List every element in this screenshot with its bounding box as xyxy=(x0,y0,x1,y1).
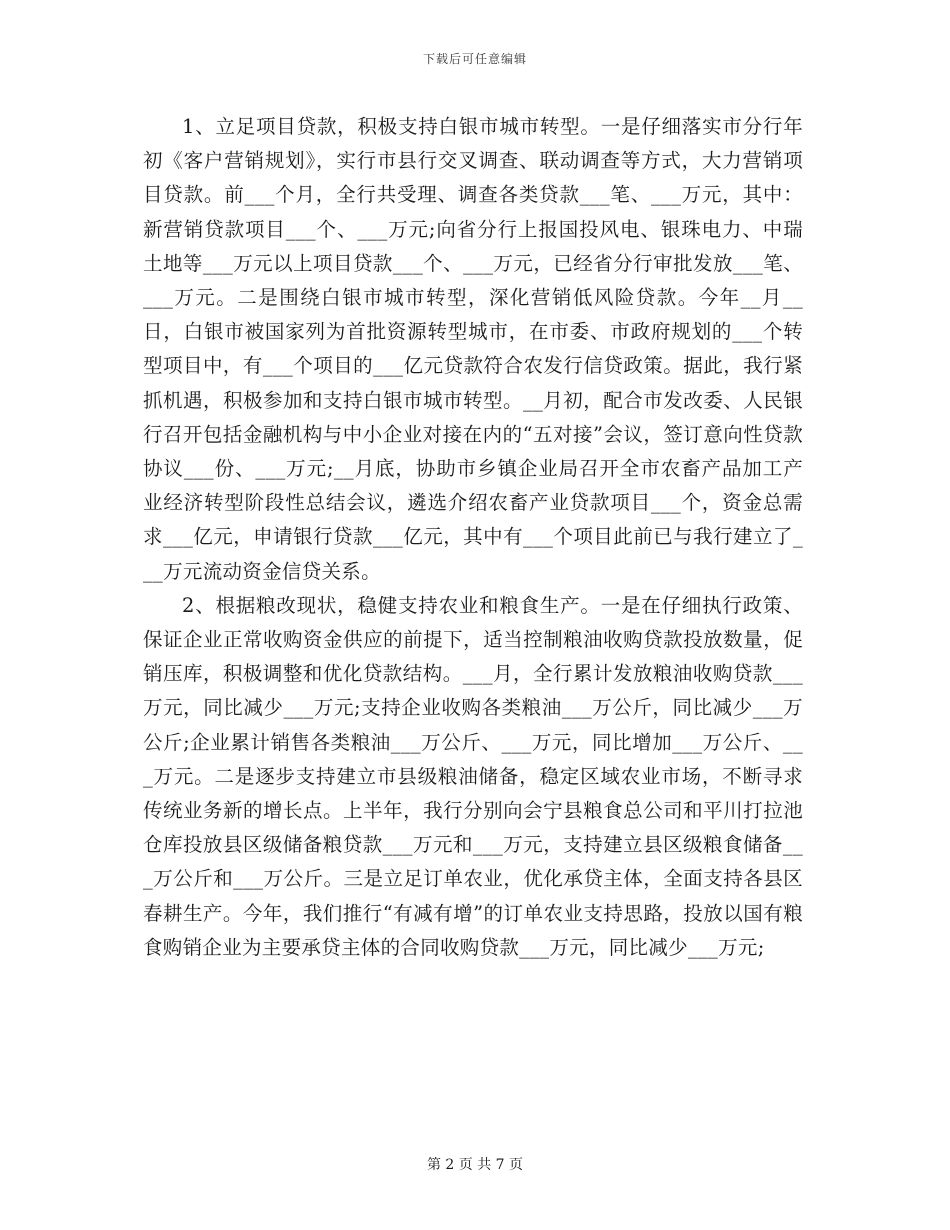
paragraph-1: 1、立足项目贷款，积极支持白银市城市转型。一是仔细落实市分行年初《客户营销规划》，实行市县行交叉调查、联动调查等方式，大力营销项目贷款。前___个月，全行共受理、调查各类贷款___笔、___万元，其中：新营销贷款项目___个、___万元;向省分行上报国投风电、银珠电力、中瑞土地等___万元以上项目贷款___个、___万元，已经省分行审批发放___笔、___万元。二是围绕白银市城市转型，深化营销低风险贷款。今年__月__日，白银市被国家列为首批资源转型城市，在市委、市政府规划的___个转型项目中，有___个项目的___亿元贷款符合农发行信贷政策。据此，我行紧抓机遇，积极参加和支持白银市城市转型。__月初，配合市发改委、人民银行召开包括金融机构与中小企业对接在内的“五对接”会议，签订意向性贷款协议___份、___万元;__月底，协助市乡镇企业局召开全市农畜产品加工产业经济转型阶段性总结会议，遴选介绍农畜产业贷款项目___个，资金总需求___亿元，申请银行贷款___亿元，其中有___个项目此前已与我行建立了___万元流动资金信贷关系。 xyxy=(143,115,803,583)
page-header-note: 下载后可任意编辑 xyxy=(422,52,527,66)
page-number: 第 2 页 共 7 页 xyxy=(426,1157,524,1173)
paragraph-2: 2、根据粮改现状，稳健支持农业和粮食生产。一是在仔细执行政策、保证企业正常收购资金供应的前提下，适当控制粮油收购贷款投放数量，促销压库，积极调整和优化贷款结构。___月，全行累计发放粮油收购贷款___万元，同比减少___万元;支持企业收购各类粮油___万公斤，同比减少___万公斤;企业累计销售各类粮油___万公斤、___万元，同比增加___万公斤、___万元。二是逐步支持建立市县级粮油储备，稳定区域农业市场，不断寻求传统业务新的增长点。上半年，我行分别向会宁县粮食总公司和平川打拉池仓库投放县区级储备粮贷款___万元和___万元，支持建立县区级粮食储备___万公斤和___万公斤。三是立足订单农业，优化承贷主体，全面支持各县区春耕生产。今年，我们推行“有减有增”的订单农业支持思路，投放以国有粮食购销企业为主要承贷主体的合同收购贷款___万元，同比减少___万元; xyxy=(143,593,803,959)
document-body xyxy=(143,110,803,965)
